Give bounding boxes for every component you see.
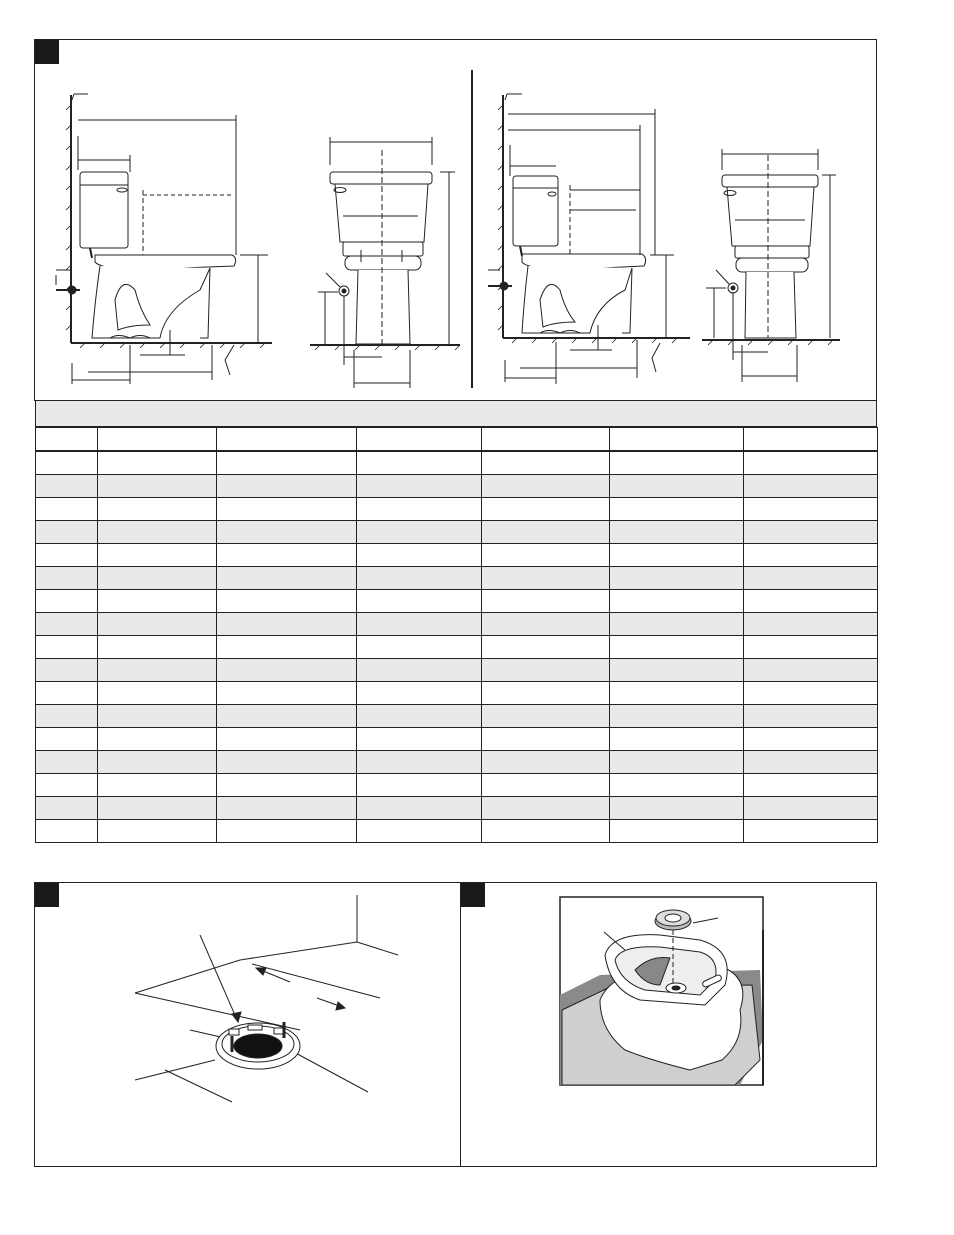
wax-ring-diagram-frame [460,882,877,1167]
column-header [744,428,878,452]
column-header [98,428,217,452]
table-cell [744,613,878,636]
table-cell [217,613,357,636]
table-cell [482,451,610,475]
table-cell [217,820,357,843]
table-cell [744,820,878,843]
table-cell [482,567,610,590]
dimension-drawings [0,0,954,400]
table-cell [744,728,878,751]
table-cell [610,728,744,751]
table-cell [610,613,744,636]
table-row [36,774,878,797]
table-cell [217,451,357,475]
table-cell [98,774,217,797]
table-cell [36,498,98,521]
side-view-left [56,94,272,384]
table-cell [217,544,357,567]
table-row [36,797,878,820]
table-row [36,567,878,590]
table-cell [98,659,217,682]
table-cell [482,728,610,751]
table-row [36,682,878,705]
table-cell [610,659,744,682]
table-cell [744,659,878,682]
table-cell [482,797,610,820]
table-cell [482,820,610,843]
table-cell [36,567,98,590]
table-cell [357,567,482,590]
table-cell [744,567,878,590]
table-cell [36,659,98,682]
table-cell [98,820,217,843]
table-row [36,705,878,728]
table-cell [217,705,357,728]
table-row [36,521,878,544]
table-cell [217,728,357,751]
table-cell [610,797,744,820]
front-view-right [702,149,840,382]
table-row [36,498,878,521]
column-header [357,428,482,452]
table-cell [36,797,98,820]
table-row [36,590,878,613]
table-cell [610,451,744,475]
table-cell [744,636,878,659]
table-cell [482,705,610,728]
table-row [36,636,878,659]
table-cell [357,705,482,728]
table-cell [610,682,744,705]
table-cell [36,521,98,544]
table-cell [744,774,878,797]
table-cell [36,728,98,751]
table-cell [482,751,610,774]
table-cell [36,682,98,705]
table-row [36,659,878,682]
column-header [217,428,357,452]
table-cell [98,797,217,820]
table-cell [36,820,98,843]
table-cell [610,544,744,567]
table-cell [744,498,878,521]
table-cell [357,682,482,705]
table-cell [98,705,217,728]
table-cell [744,797,878,820]
table-cell [36,613,98,636]
table-cell [98,636,217,659]
table-cell [36,451,98,475]
table-cell [610,567,744,590]
step-2-marker [35,883,59,907]
table-cell [217,751,357,774]
front-view-left [310,137,460,388]
table-cell [357,751,482,774]
table-header-row [36,428,878,452]
table-cell [482,544,610,567]
table-cell [357,590,482,613]
table-cell [36,544,98,567]
table-cell [610,475,744,498]
table-cell [36,774,98,797]
table-cell [217,521,357,544]
table-cell [98,451,217,475]
table-cell [357,797,482,820]
table-cell [98,728,217,751]
table-cell [610,636,744,659]
table-row [36,728,878,751]
table-cell [98,475,217,498]
table-cell [357,521,482,544]
table-cell [36,590,98,613]
table-cell [217,797,357,820]
table-cell [357,659,482,682]
table-cell [36,636,98,659]
table-row [36,451,878,475]
column-header [482,428,610,452]
table-cell [36,475,98,498]
table-cell [217,774,357,797]
table-row [36,544,878,567]
table-cell [482,475,610,498]
table-cell [744,590,878,613]
table-cell [482,659,610,682]
table-cell [98,751,217,774]
table-cell [98,590,217,613]
table-cell [744,705,878,728]
table-cell [482,498,610,521]
table-cell [610,751,744,774]
table-cell [744,521,878,544]
table-cell [36,705,98,728]
table-cell [217,682,357,705]
table-cell [744,451,878,475]
table-cell [610,498,744,521]
table-cell [357,613,482,636]
table-cell [744,475,878,498]
table-cell [357,728,482,751]
table-cell [357,544,482,567]
table-cell [217,659,357,682]
column-header [36,428,98,452]
flange-diagram-frame [34,882,461,1167]
table-cell [610,521,744,544]
table-row [36,751,878,774]
table-cell [217,567,357,590]
table-cell [482,774,610,797]
table-cell [482,590,610,613]
table-cell [217,636,357,659]
table-cell [357,774,482,797]
table-cell [357,451,482,475]
table-cell [357,498,482,521]
column-header [610,428,744,452]
table-row [36,820,878,843]
side-view-right [488,94,690,384]
table-row [36,613,878,636]
table-cell [482,613,610,636]
table-cell [357,820,482,843]
table-cell [36,751,98,774]
table-cell [98,613,217,636]
table-row [36,475,878,498]
table-cell [98,498,217,521]
table-cell [98,521,217,544]
table-cell [744,751,878,774]
table-cell [357,636,482,659]
table-cell [217,498,357,521]
table-cell [357,475,482,498]
table-cell [98,682,217,705]
table-cell [98,544,217,567]
table-cell [744,544,878,567]
table-cell [482,521,610,544]
step-3-marker [461,883,485,907]
table-title-bar [35,400,877,427]
table-cell [98,567,217,590]
table-cell [610,820,744,843]
table-cell [482,682,610,705]
table-cell [610,590,744,613]
table-cell [744,682,878,705]
dimension-table [35,427,878,843]
table-cell [217,475,357,498]
specifications-table [35,400,877,878]
table-cell [482,636,610,659]
table-cell [610,774,744,797]
table-cell [217,590,357,613]
table-cell [610,705,744,728]
